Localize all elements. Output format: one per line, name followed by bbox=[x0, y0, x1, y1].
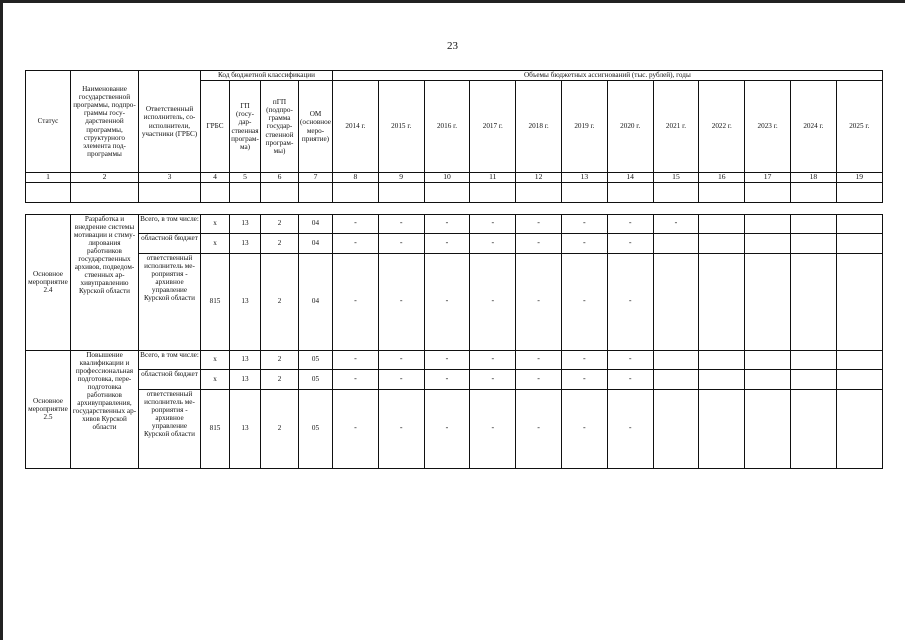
budget-value bbox=[790, 253, 836, 350]
header-status: Статус bbox=[26, 71, 71, 173]
column-number: 13 bbox=[561, 173, 607, 183]
column-number: 1 bbox=[26, 173, 71, 183]
pgp-code: 2 bbox=[261, 214, 299, 233]
pgp-code: 2 bbox=[261, 389, 299, 468]
header-year: 2014 г. bbox=[333, 81, 379, 173]
funding-source-label: областной бюджет bbox=[139, 369, 201, 389]
column-numbers-row bbox=[26, 173, 883, 183]
budget-value: - bbox=[607, 214, 653, 233]
budget-value bbox=[790, 233, 836, 253]
budget-value bbox=[790, 389, 836, 468]
om-code: 04 bbox=[299, 214, 333, 233]
budget-value: - bbox=[516, 233, 562, 253]
budget-value bbox=[699, 233, 745, 253]
table-row bbox=[26, 350, 883, 369]
header-budget-classification: Код бюджетной классификации bbox=[201, 71, 333, 81]
header-year: 2022 г. bbox=[699, 81, 745, 173]
pgp-code: 2 bbox=[261, 350, 299, 369]
budget-value bbox=[653, 350, 699, 369]
budget-value bbox=[653, 253, 699, 350]
column-number: 17 bbox=[745, 173, 791, 183]
om-code: 05 bbox=[299, 389, 333, 468]
budget-value: - bbox=[424, 369, 470, 389]
budget-value: - bbox=[561, 350, 607, 369]
table-body bbox=[26, 214, 883, 468]
budget-value bbox=[745, 233, 791, 253]
activity-status: Основное мероприятие 2.5 bbox=[26, 350, 71, 468]
budget-value: - bbox=[516, 214, 562, 233]
grbs-code: 815 bbox=[201, 389, 230, 468]
column-number: 16 bbox=[699, 173, 745, 183]
budget-value: - bbox=[516, 369, 562, 389]
budget-value: - bbox=[470, 350, 516, 369]
budget-value bbox=[699, 369, 745, 389]
budget-value: - bbox=[424, 350, 470, 369]
budget-value bbox=[836, 253, 882, 350]
budget-value: - bbox=[470, 253, 516, 350]
budget-value: - bbox=[333, 233, 379, 253]
budget-value bbox=[699, 214, 745, 233]
om-code: 04 bbox=[299, 233, 333, 253]
activity-name: Разработка и внедрение системы мотивации и стимулирования работников государственных архивов, подведомственных архивуправлению Курской области bbox=[71, 214, 139, 350]
om-code: 05 bbox=[299, 369, 333, 389]
budget-value: - bbox=[470, 214, 516, 233]
activity-name: Повышение квалификации и профессиональная подготовка, переподготовка работников архивуправления, государственных архивов Курской области bbox=[71, 350, 139, 468]
table-row bbox=[26, 214, 883, 233]
funding-source-label: ответственный исполнитель мероприятия - архивное управление Курской области bbox=[139, 389, 201, 468]
om-code: 04 bbox=[299, 253, 333, 350]
budget-value: - bbox=[378, 350, 424, 369]
budget-value bbox=[745, 214, 791, 233]
header-year: 2018 г. bbox=[516, 81, 562, 173]
budget-value: - bbox=[333, 214, 379, 233]
funding-source-label: Всего, в том числе: bbox=[139, 214, 201, 233]
budget-value: - bbox=[378, 233, 424, 253]
budget-value bbox=[790, 369, 836, 389]
funding-source-label: Всего, в том числе: bbox=[139, 350, 201, 369]
header-year: 2016 г. bbox=[424, 81, 470, 173]
activity-status: Основное мероприятие 2.4 bbox=[26, 214, 71, 350]
gp-code: 13 bbox=[230, 389, 261, 468]
table-row bbox=[26, 369, 883, 389]
budget-value: - bbox=[470, 233, 516, 253]
spacer-row-thin bbox=[26, 202, 883, 214]
budget-value: - bbox=[470, 369, 516, 389]
budget-value: - bbox=[378, 369, 424, 389]
column-number: 5 bbox=[230, 173, 261, 183]
grbs-code: 815 bbox=[201, 253, 230, 350]
budget-value: - bbox=[561, 214, 607, 233]
budget-value: - bbox=[424, 233, 470, 253]
spacer-row bbox=[26, 182, 883, 202]
budget-value bbox=[836, 233, 882, 253]
budget-value: - bbox=[378, 389, 424, 468]
column-number: 12 bbox=[516, 173, 562, 183]
budget-value: - bbox=[607, 369, 653, 389]
budget-value bbox=[836, 350, 882, 369]
column-number: 7 bbox=[299, 173, 333, 183]
grbs-code: х bbox=[201, 350, 230, 369]
page-border-left bbox=[0, 0, 3, 640]
budget-value bbox=[699, 350, 745, 369]
pgp-code: 2 bbox=[261, 233, 299, 253]
header-year: 2017 г. bbox=[470, 81, 516, 173]
column-number: 9 bbox=[378, 173, 424, 183]
budget-value: - bbox=[561, 389, 607, 468]
gp-code: 13 bbox=[230, 233, 261, 253]
table-row bbox=[26, 233, 883, 253]
header-year: 2020 г. bbox=[607, 81, 653, 173]
column-number: 8 bbox=[333, 173, 379, 183]
budget-value: - bbox=[378, 253, 424, 350]
budget-value: - bbox=[333, 389, 379, 468]
grbs-code: х bbox=[201, 369, 230, 389]
header-gp: ГП (государственная программа) bbox=[230, 81, 261, 173]
budget-value bbox=[790, 214, 836, 233]
budget-value: - bbox=[333, 253, 379, 350]
budget-value bbox=[836, 369, 882, 389]
pgp-code: 2 bbox=[261, 369, 299, 389]
budget-value: - bbox=[607, 233, 653, 253]
header-year: 2024 г. bbox=[790, 81, 836, 173]
gp-code: 13 bbox=[230, 253, 261, 350]
column-number: 3 bbox=[139, 173, 201, 183]
header-year: 2015 г. bbox=[378, 81, 424, 173]
grbs-code: х bbox=[201, 214, 230, 233]
budget-value: - bbox=[607, 253, 653, 350]
grbs-code: х bbox=[201, 233, 230, 253]
budget-value bbox=[836, 214, 882, 233]
budget-value bbox=[790, 350, 836, 369]
budget-value: - bbox=[470, 389, 516, 468]
om-code: 05 bbox=[299, 350, 333, 369]
header-budget-volumes: Объемы бюджетных ассигнований (тыс. рублей), годы bbox=[333, 71, 883, 81]
budget-value: - bbox=[607, 350, 653, 369]
budget-value: - bbox=[561, 369, 607, 389]
budget-allocation-table bbox=[25, 70, 883, 469]
column-number: 19 bbox=[836, 173, 882, 183]
funding-source-label: областной бюджет bbox=[139, 233, 201, 253]
budget-value bbox=[653, 233, 699, 253]
budget-value: - bbox=[516, 253, 562, 350]
header-year: 2019 г. bbox=[561, 81, 607, 173]
header-responsible: Ответственный исполнитель, соисполнители, участники (ГРБС) bbox=[139, 71, 201, 173]
page-number: 23 bbox=[447, 40, 458, 52]
column-number: 2 bbox=[71, 173, 139, 183]
budget-value: - bbox=[378, 214, 424, 233]
column-number: 18 bbox=[790, 173, 836, 183]
budget-value bbox=[745, 369, 791, 389]
header-year: 2025 г. bbox=[836, 81, 882, 173]
header-year: 2023 г. bbox=[745, 81, 791, 173]
budget-value bbox=[745, 389, 791, 468]
column-number: 4 bbox=[201, 173, 230, 183]
page-border-top bbox=[0, 0, 905, 3]
header-grbs: ГРБС bbox=[201, 81, 230, 173]
gp-code: 13 bbox=[230, 214, 261, 233]
budget-value bbox=[836, 389, 882, 468]
header-year: 2021 г. bbox=[653, 81, 699, 173]
budget-value bbox=[653, 389, 699, 468]
header-name: Наименование государственной программы, подпрограммы государственной программы, структурного элемента подпрограммы bbox=[71, 71, 139, 173]
table-row bbox=[26, 389, 883, 468]
budget-value: - bbox=[561, 253, 607, 350]
budget-value: - bbox=[653, 214, 699, 233]
column-number: 11 bbox=[470, 173, 516, 183]
gp-code: 13 bbox=[230, 350, 261, 369]
column-number: 15 bbox=[653, 173, 699, 183]
column-number: 14 bbox=[607, 173, 653, 183]
budget-value bbox=[699, 253, 745, 350]
table-row bbox=[26, 253, 883, 350]
budget-value: - bbox=[516, 389, 562, 468]
budget-value: - bbox=[333, 350, 379, 369]
budget-value bbox=[745, 253, 791, 350]
gp-code: 13 bbox=[230, 369, 261, 389]
column-number: 10 bbox=[424, 173, 470, 183]
budget-value bbox=[745, 350, 791, 369]
pgp-code: 2 bbox=[261, 253, 299, 350]
budget-value: - bbox=[424, 389, 470, 468]
budget-value: - bbox=[607, 389, 653, 468]
budget-value: - bbox=[561, 233, 607, 253]
budget-value: - bbox=[516, 350, 562, 369]
funding-source-label: ответственный исполнитель мероприятия - архивное управление Курской области bbox=[139, 253, 201, 350]
header-om: ОМ (основное мероприятие) bbox=[299, 81, 333, 173]
header-pgp: пГП (подпрограмма государственной программы) bbox=[261, 81, 299, 173]
column-number: 6 bbox=[261, 173, 299, 183]
budget-value: - bbox=[424, 214, 470, 233]
budget-value bbox=[699, 389, 745, 468]
budget-value: - bbox=[333, 369, 379, 389]
budget-value: - bbox=[424, 253, 470, 350]
budget-value bbox=[653, 369, 699, 389]
